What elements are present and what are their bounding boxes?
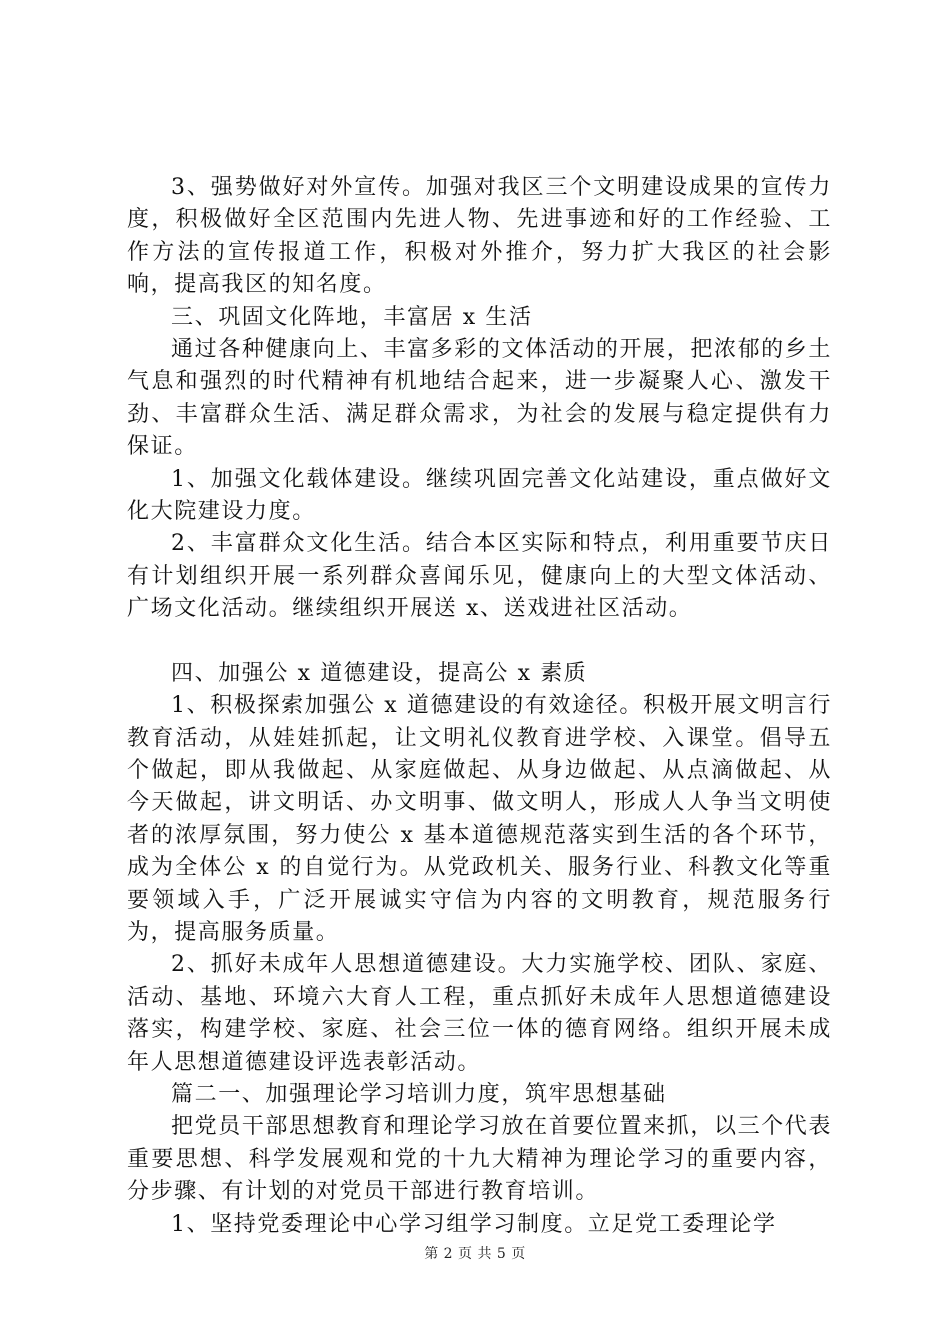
page-number-footer: 第 2 页 共 5 页 xyxy=(424,1246,526,1262)
paragraph-culture-life: 2、丰富群众文化生活。结合本区实际和特点，利用重要节庆日有计划组织开展一系列群众喜闻乐见，健康向上的大型文体活动、广场文化活动。继续组织开展送 x、送戏进社区活动。 xyxy=(127,531,832,622)
section-heading-theory: 篇二一、加强理论学习培训力度，筑牢思想基础 xyxy=(171,1081,667,1107)
paragraph-spacer xyxy=(127,626,832,658)
section-heading-culture: 三、巩固文化阵地，丰富居 x 生活 xyxy=(171,304,533,330)
paragraph-culture-carrier: 1、加强文化载体建设。继续巩固完善文化站建设，重点做好文化大院建设力度。 xyxy=(127,466,832,525)
paragraph-morality-approach: 1、积极探索加强公 x 道德建设的有效途径。积极开展文明言行教育活动，从娃娃抓起，让文明礼仪教育进学校、入课堂。倡导五个做起，即从我做起、从家庭做起、从身边做起、从点滴做起、从今天做起，讲文明话、办文明事、做文明人，形成人人争当文明使者的浓厚氛围，努力使公 x 基本道德规范落实到生活的各个环节，成为全体公 x 的自觉行为。从党政机关、服务行业、科教文化等重要领域入手，广泛开展诚实守信为内容的文明教育，规范服务行为，提高服务质量。 xyxy=(127,693,832,945)
section-heading-morality: 四、加强公 x 道德建设，提高公 x 素质 xyxy=(171,660,588,686)
paragraph-minors-morality: 2、抓好未成年人思想道德建设。大力实施学校、团队、家庭、活动、基地、环境六大育人工程，重点抓好未成年人思想道德建设落实，构建学校、家庭、社会三位一体的德育网络。组织开展未成年人思想道德建设评选表彰活动。 xyxy=(127,952,832,1075)
paragraph-theory-intro: 把党员干部思想教育和理论学习放在首要位置来抓，以三个代表重要思想、科学发展观和党的十九大精神为理论学习的重要内容，分步骤、有计划的对党员干部进行教育培训。 xyxy=(127,1114,832,1205)
paragraph-culture-intro: 通过各种健康向上、丰富多彩的文体活动的开展，把浓郁的乡土气息和强烈的时代精神有机地结合起来，进一步凝聚人心、激发干劲、丰富群众生活、满足群众需求，为社会的发展与稳定提供有力保证。 xyxy=(127,337,832,460)
document-body xyxy=(127,172,832,1241)
paragraph-theory-study: 1、坚持党委理论中心学习组学习制度。立足党工委理论学 xyxy=(171,1211,777,1237)
paragraph-publicity: 3、强势做好对外宣传。加强对我区三个文明建设成果的宣传力度，积极做好全区范围内先进人物、先进事迹和好的工作经验、工作方法的宣传报道工作，积极对外推介，努力扩大我区的社会影响，提高我区的知名度。 xyxy=(127,175,832,298)
